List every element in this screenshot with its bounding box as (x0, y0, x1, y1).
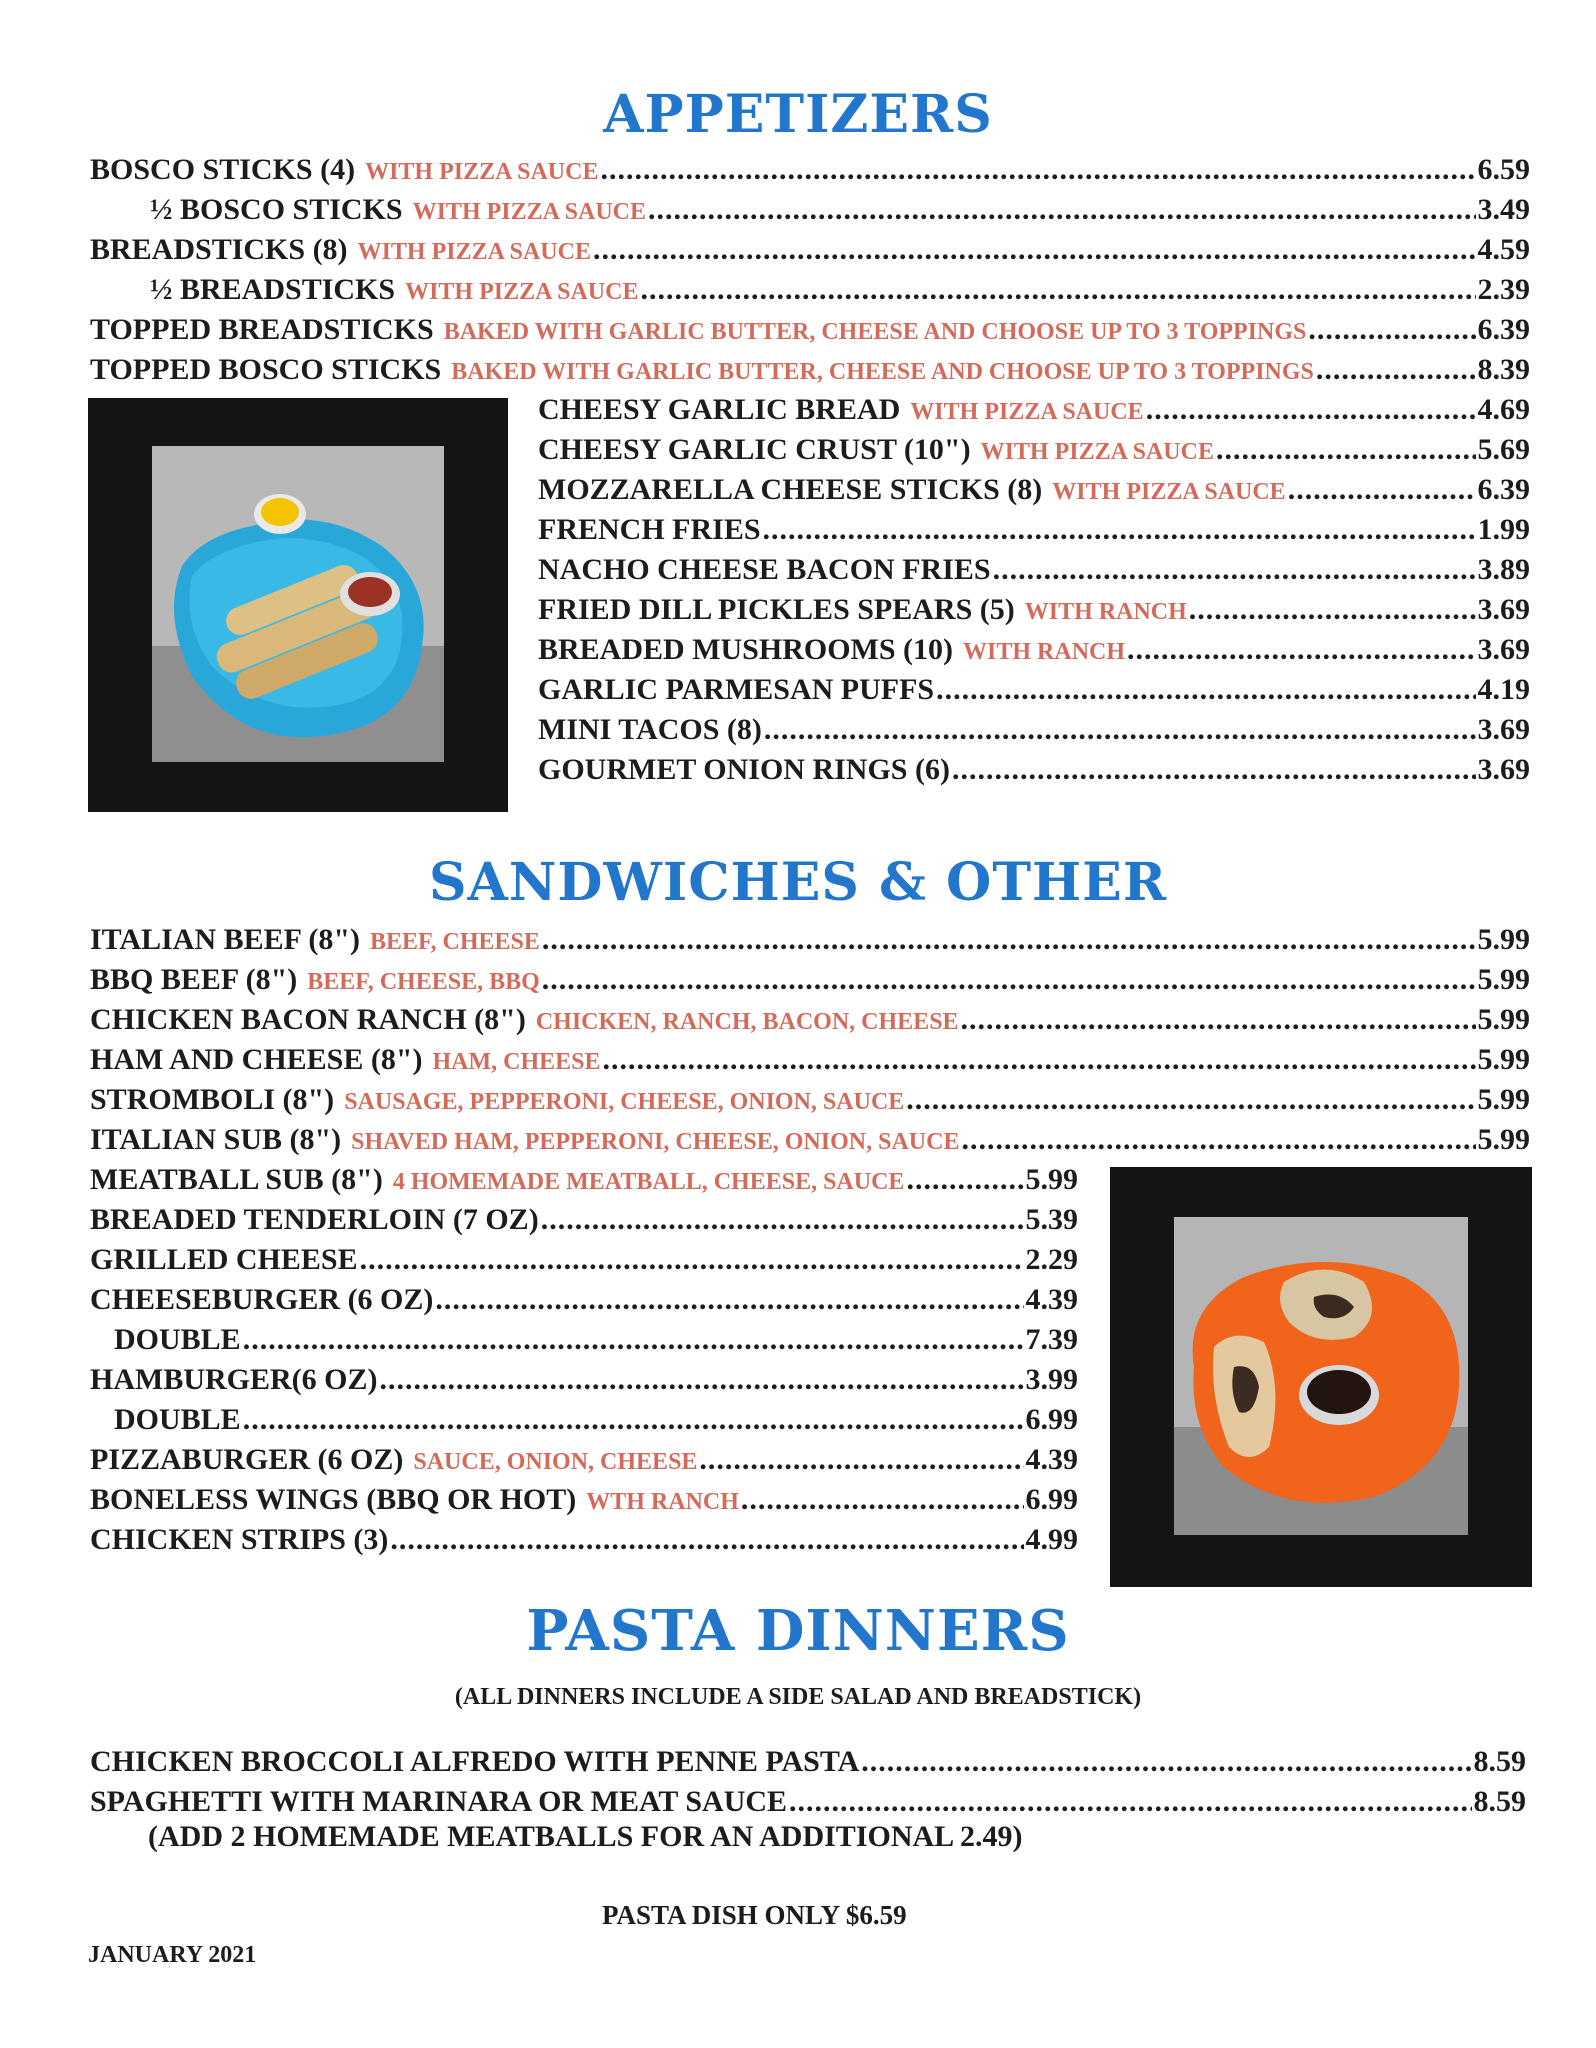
item-description: 4 HOMEMADE MEATBALL, CHEESE, SAUCE (392, 1169, 905, 1195)
item-name: BOSCO STICKS (4) (90, 153, 356, 186)
dot-leader (861, 1742, 1471, 1782)
item-name: ITALIAN SUB (8") (90, 1123, 342, 1156)
item-name: GARLIC PARMESAN PUFFS (538, 673, 935, 706)
dot-leader (961, 1120, 1475, 1160)
appetizer-item (538, 470, 1530, 510)
item-price: 5.99 (1477, 1083, 1530, 1116)
item-price: 6.99 (1025, 1483, 1078, 1516)
sandwich-item (90, 1440, 1078, 1480)
item-price: 2.29 (1025, 1243, 1078, 1276)
dot-leader (542, 960, 1476, 1000)
item-name: BONELESS WINGS (BBQ OR HOT) (90, 1483, 577, 1516)
item-price: 4.39 (1025, 1443, 1078, 1476)
dot-leader (243, 1320, 1024, 1360)
item-description: WITH PIZZA SAUCE (412, 199, 646, 225)
item-price: 4.59 (1477, 233, 1530, 266)
appetizers-heading: APPETIZERS (603, 84, 993, 145)
item-name: HAMBURGER(6 OZ) (90, 1363, 378, 1396)
appetizer-item (150, 190, 1530, 230)
dot-leader (542, 920, 1476, 960)
dot-leader (603, 1040, 1476, 1080)
item-price: 8.59 (1473, 1785, 1526, 1818)
item-description: SHAVED HAM, PEPPERONI, CHEESE, ONION, SAUCE (351, 1129, 960, 1155)
item-description: BEEF, CHEESE (370, 929, 540, 955)
sandwich-photo (1110, 1167, 1532, 1587)
item-description: BAKED WITH GARLIC BUTTER, CHEESE AND CHOOSE UP TO 3 TOPPINGS (451, 359, 1314, 385)
appetizer-item (90, 230, 1530, 270)
appetizer-item (90, 350, 1530, 390)
item-price: 6.39 (1477, 313, 1530, 346)
item-price: 3.89 (1477, 553, 1530, 586)
item-name: GRILLED CHEESE (90, 1243, 358, 1276)
appetizer-item (538, 430, 1530, 470)
item-price: 5.99 (1477, 1043, 1530, 1076)
item-name: CHICKEN BACON RANCH (8") (90, 1003, 526, 1036)
item-price: 3.69 (1477, 753, 1530, 786)
appetizer-item (538, 630, 1530, 670)
appetizer-item (538, 670, 1530, 710)
item-description: BEEF, CHEESE, BBQ (307, 969, 540, 995)
item-name: SPAGHETTI WITH MARINARA OR MEAT SAUCE (90, 1785, 788, 1818)
item-price: 3.99 (1025, 1363, 1078, 1396)
item-price: 6.39 (1477, 473, 1530, 506)
sandwich-item (90, 1360, 1078, 1400)
bosco-sticks-plate-image (152, 446, 444, 762)
sandwich-item (90, 960, 1530, 1000)
item-description: WITH PIZZA SAUCE (910, 399, 1144, 425)
item-name: CHICKEN BROCCOLI ALFREDO WITH PENNE PASTA (90, 1745, 860, 1778)
item-price: 4.69 (1477, 393, 1530, 426)
item-name: BREADED TENDERLOIN (7 OZ) (90, 1203, 539, 1236)
sandwich-item (90, 1240, 1078, 1280)
menu-date: JANUARY 2021 (88, 1942, 257, 1968)
dot-leader (435, 1280, 1023, 1320)
appetizer-item (538, 510, 1530, 550)
sandwich-item (90, 1200, 1078, 1240)
item-price: 4.99 (1025, 1523, 1078, 1556)
item-description: WTH RANCH (586, 1489, 739, 1515)
pasta-item (90, 1782, 1526, 1822)
appetizer-item (538, 390, 1530, 430)
item-name: STROMBOLI (8") (90, 1083, 335, 1116)
dot-leader (952, 750, 1476, 790)
dot-leader (600, 150, 1475, 190)
pasta-subheading: (ALL DINNERS INCLUDE A SIDE SALAD AND BREADSTICK) (454, 1684, 1142, 1710)
item-name: FRENCH FRIES (538, 513, 761, 546)
pasta-item (90, 1742, 1526, 1782)
dot-leader (764, 710, 1476, 750)
item-name: MEATBALL SUB (8") (90, 1163, 383, 1196)
dot-leader (906, 1080, 1475, 1120)
dot-leader (906, 1160, 1023, 1200)
sandwich-item (114, 1320, 1078, 1360)
item-price: 4.19 (1477, 673, 1530, 706)
sandwich-item (90, 1160, 1078, 1200)
dot-leader (243, 1400, 1024, 1440)
item-price: 4.39 (1025, 1283, 1078, 1316)
item-name: CHEESY GARLIC BREAD (538, 393, 901, 426)
item-name: HAM AND CHEESE (8") (90, 1043, 423, 1076)
item-description: WITH RANCH (963, 639, 1126, 665)
dot-leader (741, 1480, 1024, 1520)
item-price: 6.99 (1025, 1403, 1078, 1436)
sandwich-item (90, 1520, 1078, 1560)
sandwich-item (90, 1080, 1530, 1120)
item-name: ½ BREADSTICKS (150, 273, 396, 306)
item-description: WITH RANCH (1024, 599, 1187, 625)
appetizer-photo (88, 398, 508, 812)
item-price: 5.99 (1477, 1123, 1530, 1156)
appetizer-item (150, 270, 1530, 310)
item-price: 8.39 (1477, 353, 1530, 386)
item-name: BREADED MUSHROOMS (10) (538, 633, 954, 666)
item-price: 7.39 (1025, 1323, 1078, 1356)
dot-leader (1146, 390, 1476, 430)
item-price: 5.99 (1477, 1003, 1530, 1036)
item-price: 5.99 (1477, 923, 1530, 956)
dot-leader (993, 550, 1476, 590)
dot-leader (1308, 310, 1475, 350)
item-description: HAM, CHEESE (432, 1049, 601, 1075)
item-price: 3.69 (1477, 633, 1530, 666)
item-price: 3.69 (1477, 593, 1530, 626)
item-name: NACHO CHEESE BACON FRIES (538, 553, 991, 586)
item-price: 5.39 (1025, 1203, 1078, 1236)
appetizer-item (90, 150, 1530, 190)
item-name: MOZZARELLA CHEESE STICKS (8) (538, 473, 1043, 506)
sandwich-item (90, 1040, 1530, 1080)
item-price: 6.59 (1477, 153, 1530, 186)
item-name: FRIED DILL PICKLES SPEARS (5) (538, 593, 1015, 626)
dot-leader (789, 1782, 1471, 1822)
item-price: 1.99 (1477, 513, 1530, 546)
item-price: 5.99 (1025, 1163, 1078, 1196)
dot-leader (360, 1240, 1024, 1280)
item-price: 3.69 (1477, 713, 1530, 746)
item-name: CHICKEN STRIPS (3) (90, 1523, 389, 1556)
sandwiches-heading: SANDWICHES & OTHER (428, 852, 1168, 913)
item-name: PIZZABURGER (6 OZ) (90, 1443, 404, 1476)
dot-leader (1316, 350, 1476, 390)
item-price: 5.99 (1477, 963, 1530, 996)
item-name: CHEESEBURGER (6 OZ) (90, 1283, 434, 1316)
appetizer-item (538, 710, 1530, 750)
item-name: DOUBLE (114, 1323, 241, 1356)
dot-leader (1189, 590, 1476, 630)
dot-leader (541, 1200, 1024, 1240)
dot-leader (763, 510, 1476, 550)
item-description: SAUSAGE, PEPPERONI, CHEESE, ONION, SAUCE (344, 1089, 905, 1115)
meatball-sub-plate-image (1174, 1217, 1468, 1535)
sandwich-item (90, 1000, 1530, 1040)
sandwich-item (90, 920, 1530, 960)
item-name: ½ BOSCO STICKS (150, 193, 403, 226)
dot-leader (380, 1360, 1024, 1400)
item-name: DOUBLE (114, 1403, 241, 1436)
item-name: MINI TACOS (8) (538, 713, 762, 746)
item-name: BREADSTICKS (8) (90, 233, 348, 266)
item-name: TOPPED BREADSTICKS (90, 313, 434, 346)
dot-leader (961, 1000, 1476, 1040)
sandwich-item (90, 1480, 1078, 1520)
dot-leader (1288, 470, 1476, 510)
item-description: WITH PIZZA SAUCE (405, 279, 639, 305)
dot-leader (936, 670, 1475, 710)
item-name: BBQ BEEF (8") (90, 963, 298, 996)
item-description: SAUCE, ONION, CHEESE (413, 1449, 698, 1475)
sandwich-item (90, 1120, 1530, 1160)
appetizer-item (538, 550, 1530, 590)
pasta-heading: PASTA DINNERS (526, 1598, 1070, 1664)
appetizer-item (538, 590, 1530, 630)
dot-leader (640, 270, 1475, 310)
dot-leader (648, 190, 1476, 230)
sandwich-item (90, 1280, 1078, 1320)
item-name: TOPPED BOSCO STICKS (90, 353, 442, 386)
item-price: 8.59 (1473, 1745, 1526, 1778)
item-name: CHEESY GARLIC CRUST (10") (538, 433, 971, 466)
dot-leader (699, 1440, 1023, 1480)
sandwich-item (114, 1400, 1078, 1440)
item-name: GOURMET ONION RINGS (6) (538, 753, 950, 786)
dot-leader (1127, 630, 1475, 670)
item-description: WITH PIZZA SAUCE (1052, 479, 1286, 505)
item-price: 2.39 (1477, 273, 1530, 306)
item-description: WITH PIZZA SAUCE (980, 439, 1214, 465)
item-name: ITALIAN BEEF (8") (90, 923, 361, 956)
pasta-addon-note: (ADD 2 HOMEMADE MEATBALLS FOR AN ADDITIONAL 2.49) (148, 1820, 1023, 1853)
dot-leader (1216, 430, 1476, 470)
appetizer-item (90, 310, 1530, 350)
item-price: 5.69 (1477, 433, 1530, 466)
item-description: WITH PIZZA SAUCE (357, 239, 591, 265)
item-description: CHICKEN, RANCH, BACON, CHEESE (535, 1009, 959, 1035)
item-price: 3.49 (1477, 193, 1530, 226)
appetizer-item (538, 750, 1530, 790)
dot-leader (390, 1520, 1023, 1560)
dot-leader (593, 230, 1476, 270)
pasta-dish-only: PASTA DISH ONLY $6.59 (602, 1900, 907, 1930)
item-description: WITH PIZZA SAUCE (365, 159, 599, 185)
item-description: BAKED WITH GARLIC BUTTER, CHEESE AND CHOOSE UP TO 3 TOPPINGS (443, 319, 1307, 345)
